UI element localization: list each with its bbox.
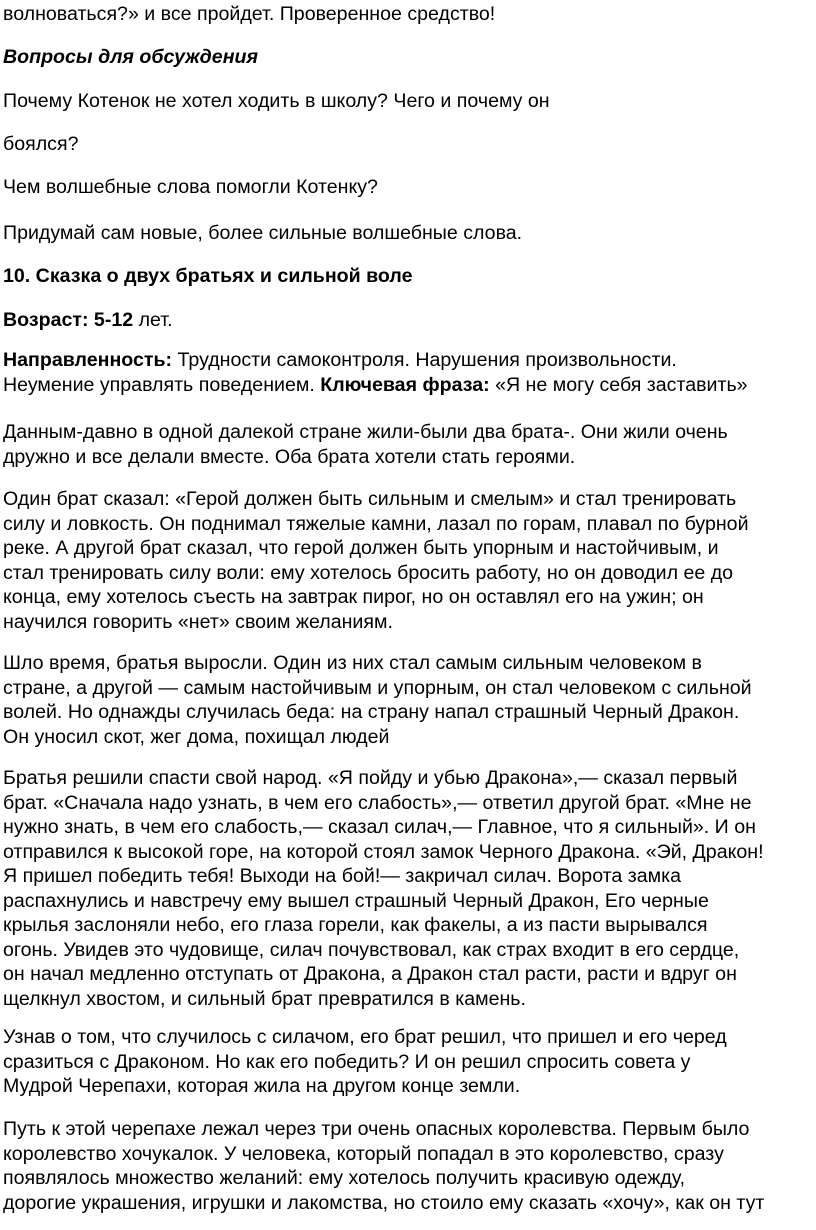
age-label: Возраст: 5-12 bbox=[3, 309, 134, 331]
question-1-continued: боялся? bbox=[3, 133, 79, 155]
question-2: Чем волшебные слова помогли Котенку? bbox=[3, 176, 378, 198]
paragraph-2: Один брат сказал: «Герой должен быть сильным и смелым» и стал тренировать силу и ловкость. Он поднимал тяжелые камни, лазал по горам, плавал по бурной реке. А другой брат сказал, что герой должен быть упорным и настойчивым, и стал тренировать силу воли: ему хотелось бросить работу, но он доводил ее до конца, ему хотелось съесть на завтрак пирог, но он оставлял его на ужин; он научился говорить «нет» своим желаниям. bbox=[3, 488, 749, 633]
paragraph-1: Данным-давно в одной далекой стране жили-были два брата-. Они жили очень дружно и все делали вместе. Оба брата хотели стать героями. bbox=[3, 421, 728, 468]
key-phrase-label: Ключевая фраза: bbox=[320, 373, 490, 396]
paragraph-6: Путь к этой черепахе лежал через три очень опасных королевства. Первым было королевство хочукалок. У человека, который попадал в это королевство, сразу появлялось множество желаний: ему хотелось получить красивую одежду, дорогие украшения, игрушки и лакомства, но стоило ему сказать «хочу», как он тут bbox=[3, 1118, 765, 1214]
paragraph-5: Узнав о том, что случилось с силачом, его брат решил, что пришел и его черед сразиться с Драконом. Но как его победить? И он решил спросить совета у Мудрой Черепахи, которая жила на другом конце земли. bbox=[3, 1026, 727, 1097]
question-3: Придумай сам новые, более сильные волшебные слова. bbox=[3, 222, 523, 244]
focus-paragraph bbox=[3, 348, 815, 397]
intro-tail-text: волноваться?» и все пройдет. Проверенное средство! bbox=[3, 3, 496, 25]
focus-label: Направленность: bbox=[3, 349, 173, 371]
age-line bbox=[3, 308, 815, 333]
story-title: 10. Сказка о двух братьях и сильной воле bbox=[3, 265, 413, 287]
key-phrase-text: «Я не могу себя заставить» bbox=[489, 373, 748, 396]
paragraph-3: Шло время, братья выросли. Один из них стал самым сильным человеком в стране, а другой — самым настойчивым и упорным, он стал человеком с сильной волей. Но однажды случилась беда: на страну напал страшный Черный Дракон. Он уносил скот, жег дома, похищал людей bbox=[3, 652, 752, 748]
age-suffix: лет. bbox=[133, 309, 173, 331]
paragraph-4: Братья решили спасти свой народ. «Я пойду и убью Дракона»,— сказал первый брат. «Сначала надо узнать, в чем его слабость»,— ответил другой брат. «Мне не нужно знать, в чем его слабость,— сказал силач,— Главное, что я сильный». И он отправился к высокой горе, на которой стоял замок Черного Дракона. «Эй, Дракон! Я пришел победить тебя! Выходи на бой!— закричал силач. Ворота замка распахнулись и навстречу ему вышел страшный Черный Дракон, Его черные крылья заслоняли небо, его глаза горели, как факелы, а из пасти вырывался огонь. Увидев это чудовище, силач почувствовал, как страх входит в его сердце, он начал медленно отступать от Дракона, а Дракон стал расти, расти и вдруг он щелкнул хвостом, и сильный брат превратился в камень. bbox=[3, 767, 764, 1010]
discussion-heading: Вопросы для обсуждения bbox=[3, 46, 259, 68]
focus-text-line1: Трудности самоконтроля. Нарушения произвольности. bbox=[172, 349, 677, 371]
focus-text-line2: Неумение управлять поведением. bbox=[3, 373, 321, 396]
question-1: Почему Котенок не хотел ходить в школу? Чего и почему он bbox=[3, 90, 550, 112]
